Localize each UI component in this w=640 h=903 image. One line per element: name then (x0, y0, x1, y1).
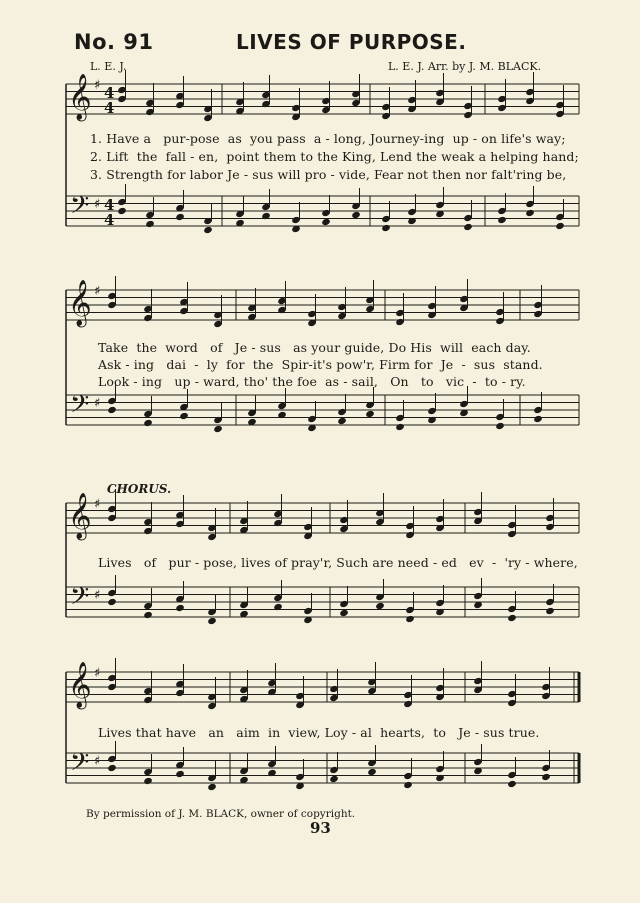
lyric-line-s2-v2: Ask - ing dai - ly for the Spir-it's pow'r, Firm for Je - sus stand. (98, 357, 543, 372)
s1-bass-note (525, 209, 535, 217)
s3-bass-note (405, 615, 415, 623)
s2-bass-note (213, 425, 223, 433)
s2-bass-note (395, 423, 405, 431)
s2-bass-clef: 𝄢 (70, 390, 90, 425)
s3-bass-note (545, 607, 555, 615)
s1-key-sharp-bass: ♯ (94, 197, 101, 212)
s2-bass-note (107, 406, 117, 414)
s3-bass-note (339, 609, 349, 617)
s2-bass-note (337, 417, 347, 425)
s4-bass-clef: 𝄢 (70, 748, 90, 783)
s3-key-sharp-bass: ♯ (94, 588, 101, 603)
s1-treble-clef: 𝄞 (68, 74, 92, 120)
s4-bass-note (541, 773, 551, 781)
s4-key-sharp-bass: ♯ (94, 754, 101, 769)
lyric-line-s2-v1: Take the word of Je - sus as your guide, Do His will each day. (98, 340, 531, 355)
s3-bass-staff (66, 587, 579, 617)
s2-treble-clef: 𝄞 (68, 280, 92, 326)
s2-bass-note (365, 410, 375, 418)
s1-bass-note (117, 207, 127, 215)
s4-key-sharp-treble: ♯ (94, 666, 101, 681)
lyric-line-s1-v3: 3. Strength for labor Je - sus will pro - vide, Fear not then nor falt'ring be, (90, 167, 567, 182)
lyricist-credit: L. E. J. (90, 60, 127, 73)
arranger-credit: L. E. J. Arr. by J. M. BLACK. (388, 60, 542, 73)
s3-bass-note (375, 602, 385, 610)
s2-bass-staff (66, 395, 579, 425)
s4-bass-note (175, 770, 185, 778)
s1-bass-note (321, 218, 331, 226)
s1-bass-note (497, 216, 507, 224)
s1-key-sharp-treble: ♯ (94, 78, 101, 93)
lyric-line-s3: Lives of pur - pose, lives of pray'r, Such are need - ed ev - 'ry - where, (98, 555, 578, 570)
s3-bass-clef: 𝄢 (70, 582, 90, 617)
s1-bass-note (351, 211, 361, 219)
copyright-notice: By permission of J. M. BLACK, owner of copyright. (86, 808, 356, 820)
s1-bass-clef: 𝄢 (70, 191, 90, 226)
s4-bass-note (329, 775, 339, 783)
s4-bass-note (403, 781, 413, 789)
s3-bass-note (207, 617, 217, 625)
s4-bass-note (107, 764, 117, 772)
s1-bass-note (203, 226, 213, 234)
s4-treble-staff (66, 672, 579, 702)
lyric-line-s4: Lives that have an aim in view, Loy - al hearts, to Je - sus true. (98, 725, 540, 740)
s2-key-sharp-treble: ♯ (94, 284, 101, 299)
hymn-number: No. 91 (74, 30, 154, 54)
s2-bass-note (179, 412, 189, 420)
s2-bass-note (143, 419, 153, 427)
s4-bass-staff (66, 753, 579, 783)
page-number: 93 (310, 819, 331, 837)
s1-bass-note (145, 220, 155, 228)
s3-treble-staff (66, 503, 579, 533)
lyric-line-s2-v3: Look - ing up - ward, tho' the foe as - sail, On to vic - to - ry. (98, 374, 526, 389)
s1-time-sig-bass: 4 (104, 211, 115, 229)
s1-time-sig-bass: 4 (104, 196, 115, 214)
s1-bass-note (463, 223, 473, 231)
s4-bass-note (207, 783, 217, 791)
s3-bass-note (143, 611, 153, 619)
s2-treble-staff (66, 290, 579, 320)
s1-bass-note (555, 222, 565, 230)
s4-treble-clef: 𝄞 (68, 662, 92, 708)
lyric-line-s1-v2: 2. Lift the fall - en, point them to the King, Lend the weak a helping hand; (90, 149, 579, 164)
chorus-label: CHORUS. (107, 482, 172, 496)
s3-bass-note (175, 604, 185, 612)
s1-bass-note (175, 213, 185, 221)
s3-treble-clef: 𝄞 (68, 493, 92, 539)
s4-bass-note (507, 780, 517, 788)
lyric-line-s1-v1: 1. Have a pur-pose as you pass a - long, Journey-ing up - on life's way; (90, 131, 566, 146)
s2-bass-note (533, 415, 543, 423)
s2-bass-note (495, 422, 505, 430)
s4-bass-note (143, 777, 153, 785)
s1-bass-note (381, 224, 391, 232)
s4-bass-note (367, 768, 377, 776)
s3-bass-note (107, 598, 117, 606)
s3-bass-note (507, 614, 517, 622)
s3-key-sharp-treble: ♯ (94, 497, 101, 512)
hymn-title: LIVES OF PURPOSE. (236, 30, 467, 54)
s1-time-sig-treble: 4 (104, 84, 115, 102)
s1-time-sig-treble: 4 (104, 99, 115, 117)
s2-key-sharp-bass: ♯ (94, 396, 101, 411)
